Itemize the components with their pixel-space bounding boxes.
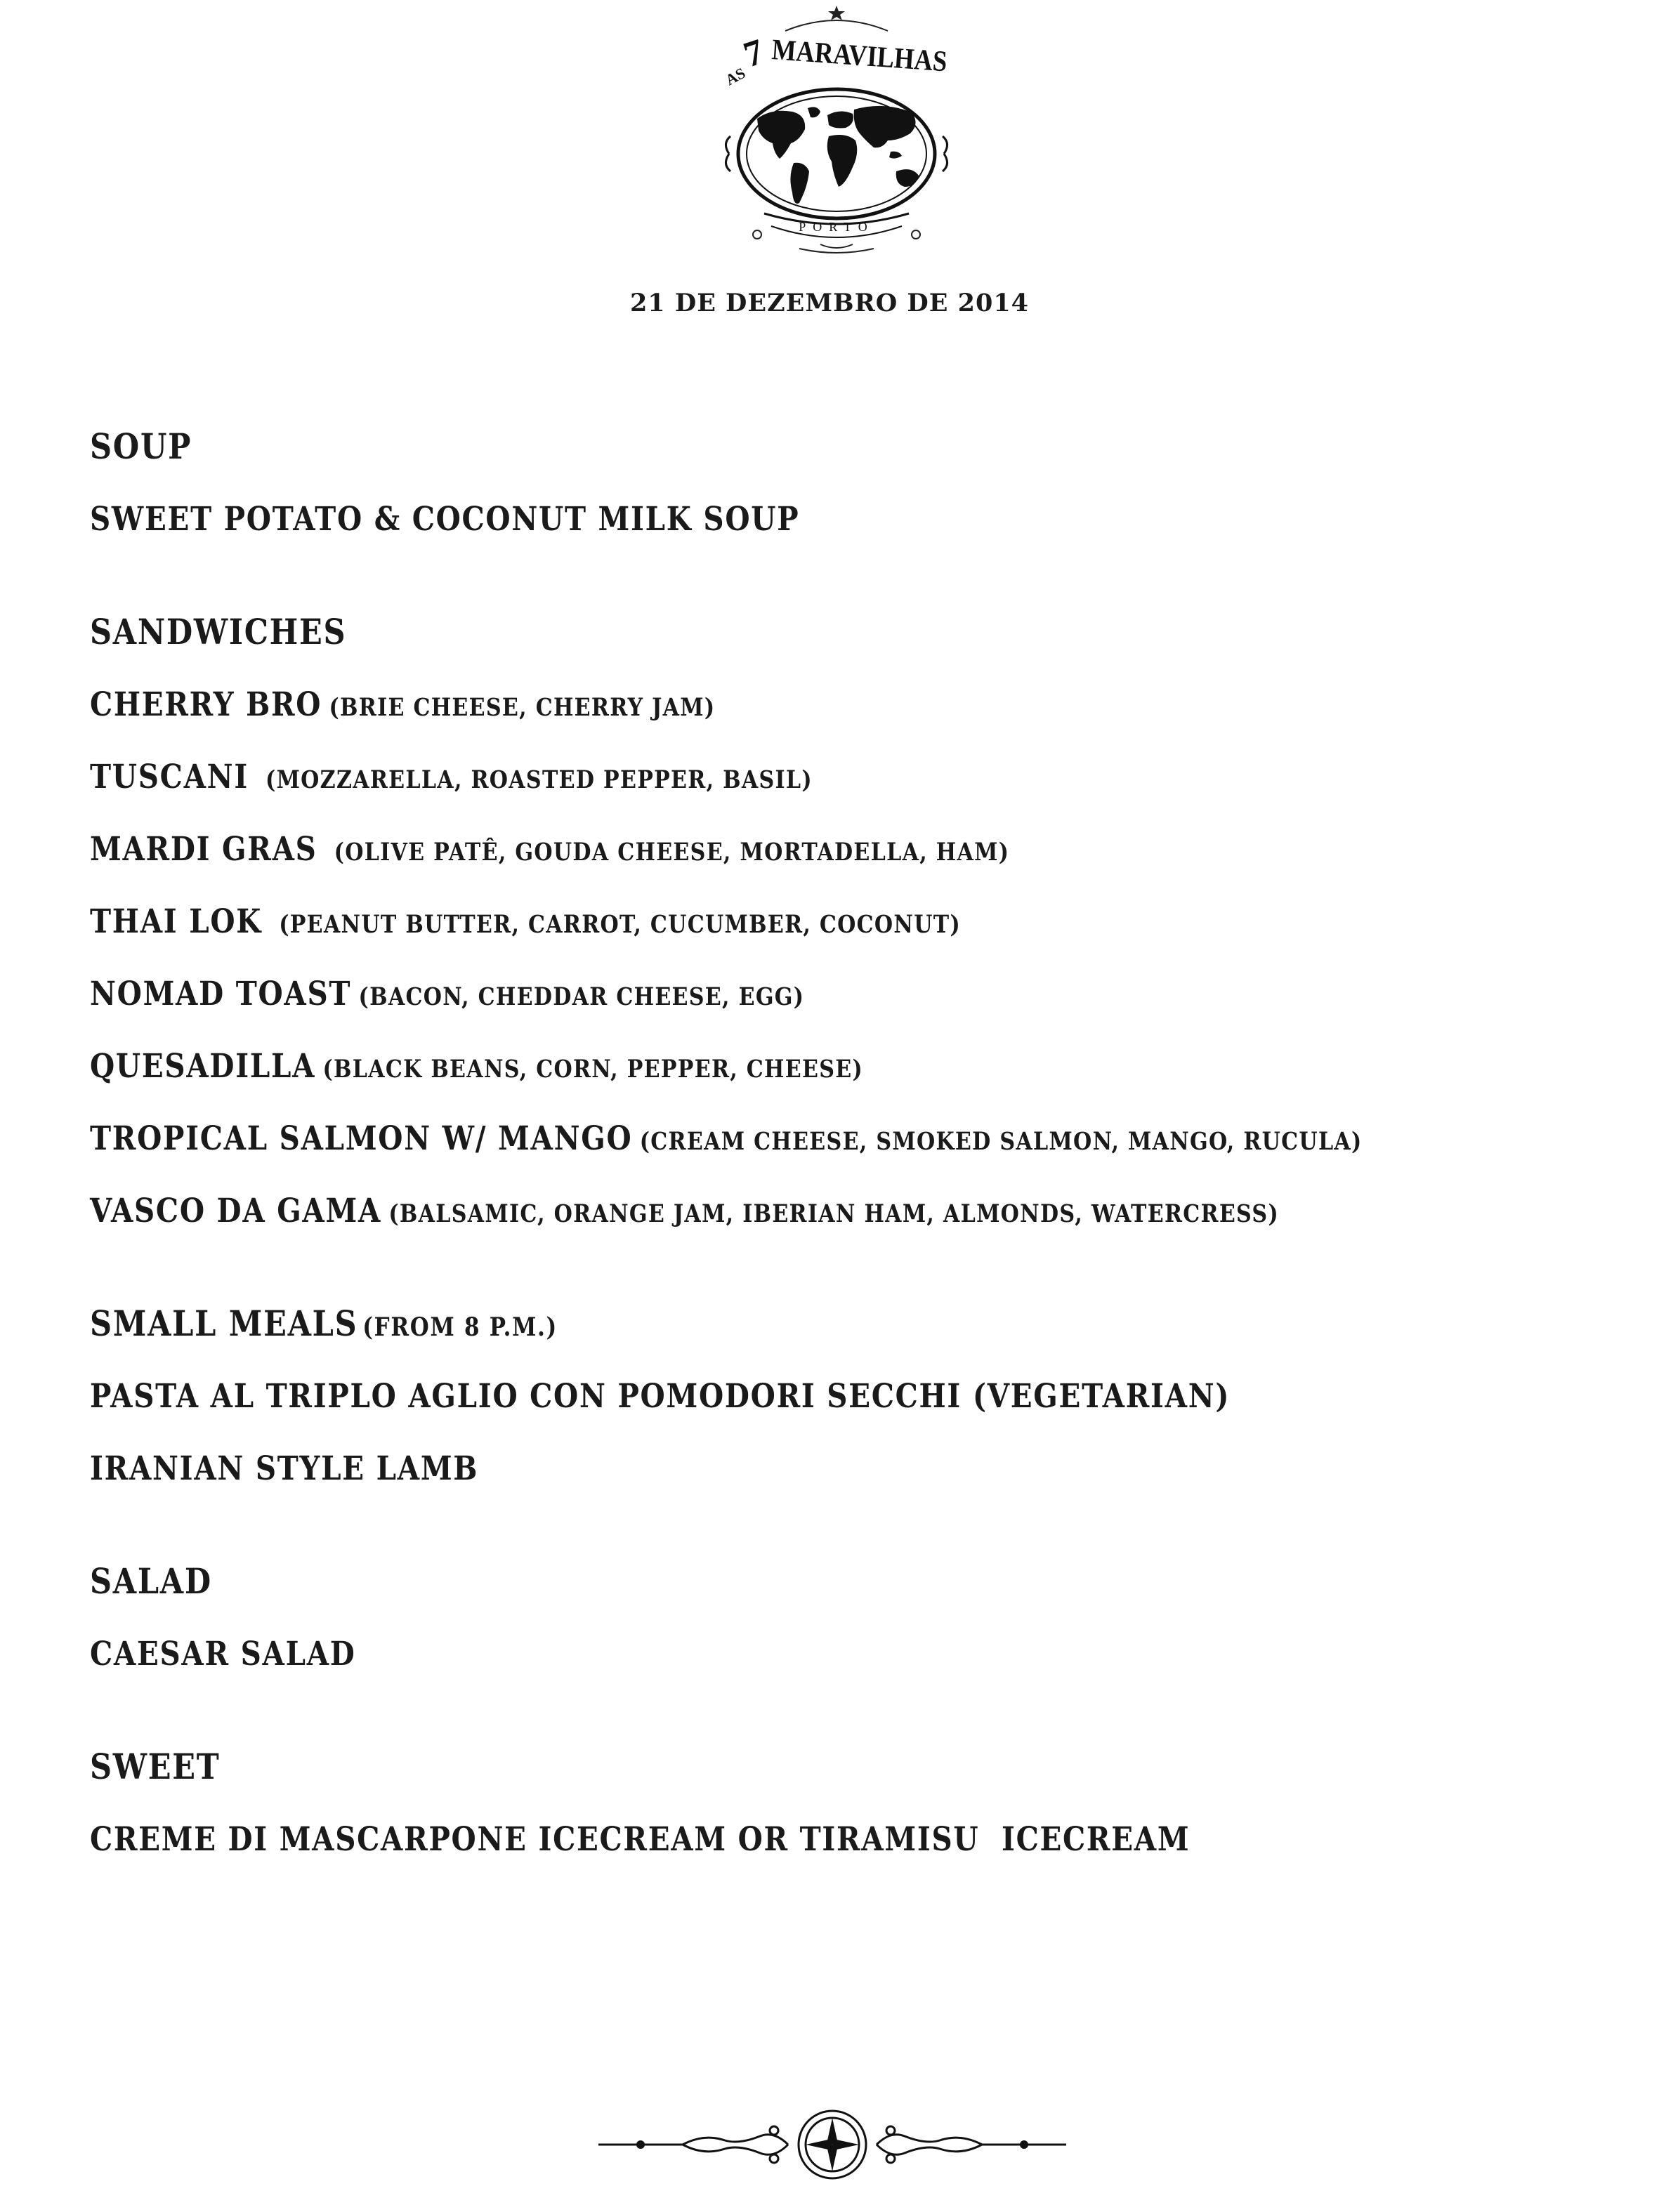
menu-item [90,973,1395,1015]
menu-date: 21 DE DEZEMBRO DE 2014 [629,289,1030,317]
item-name: MARDI GRAS [90,830,317,869]
menu-item [90,829,1395,871]
menu-item [90,684,1395,726]
item-name: TROPICAL SALMON W/ MANGO [90,1119,633,1158]
menu-item [90,1819,1395,1861]
item-name: VASCO DA GAMA [90,1192,382,1230]
menu-item [90,1633,1395,1676]
section-sandwiches [90,611,1607,1232]
compass-rose-ornament-icon [598,2105,1066,2184]
item-name: SWEET POTATO & COCONUT MILK SOUP [90,500,800,539]
menu-item [90,1190,1395,1232]
item-name: CREME DI MASCARPONE ICECREAM OR TIRAMISU ICECREAM [90,1820,1191,1859]
section-salad [90,1560,1607,1676]
item-name: NOMAD TOAST [90,975,352,1013]
logo-prefix: AS [722,64,749,89]
section-title-small-meals [90,1303,1395,1345]
menu-item [90,499,1395,541]
item-name: IRANIAN STYLE LAMB [90,1449,479,1488]
logo-number: 7 [739,32,769,76]
logo-city: PORTO [799,220,874,234]
item-name: THAI LOK [90,902,263,941]
section-small-meals [90,1303,1607,1490]
section-sweet [90,1746,1607,1861]
item-description: (CREAM CHEESE, SMOKED SALMON, MANGO, RUCULA) [639,1127,1363,1156]
section-soup [90,426,1607,541]
section-note: (FROM 8 P.M.) [362,1312,558,1342]
restaurant-logo [715,3,958,260]
menu-item [90,1118,1395,1160]
logo-name: MARAVILHAS [771,34,958,80]
section-title-salad: SALAD [90,1560,212,1602]
section-title-sandwiches: SANDWICHES [90,611,347,652]
item-name: CHERRY BRO [90,685,322,724]
section-title-sweet: SWEET [90,1746,221,1787]
item-description: (OLIVE PATÊ, GOUDA CHEESE, MORTADELLA, HAM) [334,838,1010,867]
menu-item [90,756,1395,798]
item-description: (BALSAMIC, ORANGE JAM, IBERIAN HAM, ALMONDS, WATERCRESS) [388,1199,1279,1228]
item-name: TUSCANI [90,758,249,796]
world-map-emblem-icon [715,3,958,260]
section-title-soup: SOUP [90,426,192,467]
menu-item [90,1046,1395,1088]
menu-item [90,1376,1395,1418]
item-description: (MOZZARELLA, ROASTED PEPPER, BASIL) [265,765,813,794]
menu-item [90,901,1395,943]
item-name: PASTA AL TRIPLO AGLIO CON POMODORI SECCHI (VEGETARIAN) [90,1377,1231,1416]
footer-ornament [598,2105,1066,2184]
item-description: (BRIE CHEESE, CHERRY JAM) [329,693,716,722]
item-description: (BLACK BEANS, CORN, PEPPER, CHEESE) [322,1055,864,1084]
section-title-text: SMALL MEALS [90,1303,358,1344]
item-description: (BACON, CHEDDAR CHEESE, EGG) [358,982,805,1011]
item-name: QUESADILLA [90,1047,316,1086]
item-name: CAESAR SALAD [90,1635,356,1673]
item-description: (PEANUT BUTTER, CARROT, CUCUMBER, COCONUT) [279,910,961,939]
menu-body [90,426,1607,1891]
menu-item [90,1448,1395,1490]
